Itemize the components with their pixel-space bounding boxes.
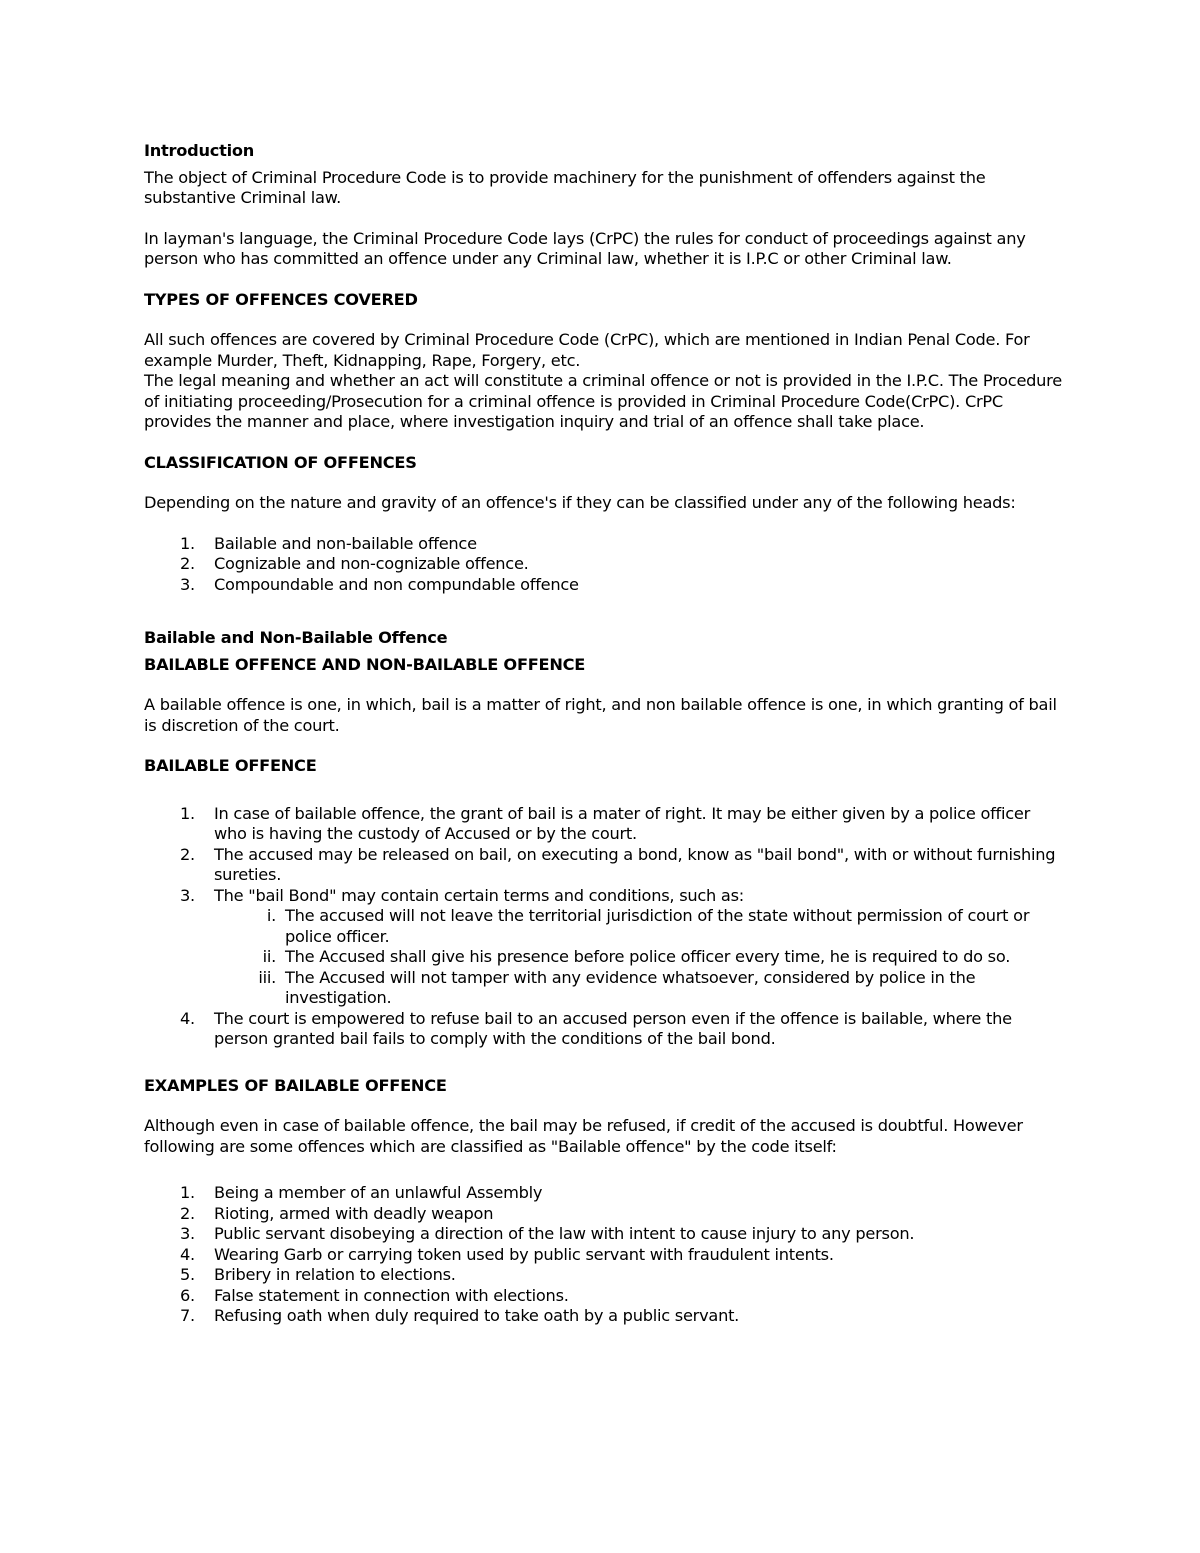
examples-heading: EXAMPLES OF BAILABLE OFFENCE bbox=[144, 1075, 447, 1095]
classification-list bbox=[144, 534, 1064, 596]
list-number: 3. bbox=[180, 574, 195, 594]
list-number: 4. bbox=[180, 1244, 195, 1264]
list-item-text: Public servant disobeying a direction of the law with intent to cause injury to any person. bbox=[214, 1224, 915, 1243]
list-item-text: The accused may be released on bail, on executing a bond, know as "bail bond", with or without furnishing sureties. bbox=[214, 844, 1056, 884]
list-number: 3. bbox=[180, 1224, 195, 1243]
list-item-text: Rioting, armed with deadly weapon bbox=[214, 1203, 494, 1223]
sub-list-item-text: The Accused will not tamper with any evidence whatsoever, considered by police in the investigation. bbox=[285, 967, 976, 1007]
list-item bbox=[144, 534, 1064, 555]
sub-list-item bbox=[214, 906, 1064, 947]
bail-bond-conditions-list bbox=[214, 906, 1064, 1009]
list-number: 3. bbox=[180, 885, 195, 905]
classification-paragraph: Depending on the nature and gravity of an offence's if they can be classified under any of the following heads: bbox=[144, 493, 1016, 512]
list-number: 1. bbox=[180, 1183, 195, 1202]
list-item bbox=[144, 1183, 1064, 1204]
bailable-definition-paragraph: A bailable offence is one, in which, bail is a matter of right, and non bailable offence is one, in which granting of bail is discretion of the court. bbox=[144, 695, 1057, 735]
list-item-text: The "bail Bond" may contain certain terms and conditions, such as: bbox=[214, 885, 744, 905]
sub-list-item bbox=[214, 947, 1064, 968]
list-item bbox=[144, 1009, 1064, 1050]
intro-heading: Introduction bbox=[144, 141, 255, 160]
list-number: 2. bbox=[180, 844, 195, 864]
list-item bbox=[144, 804, 1064, 845]
intro-paragraph-1: The object of Criminal Procedure Code is to provide machinery for the punishment of offenders against the substantive Criminal law. bbox=[144, 167, 986, 207]
sub-list-number: iii. bbox=[258, 967, 276, 987]
bailable-offence-heading: BAILABLE OFFENCE bbox=[144, 756, 317, 775]
list-item bbox=[144, 845, 1064, 886]
intro-paragraph-2: In layman's language, the Criminal Procedure Code lays (CrPC) the rules for conduct of proceedings against any person who has committed an offence under any Criminal law, whether it is I.P.C or other Criminal law. bbox=[144, 228, 1026, 268]
list-item bbox=[144, 886, 1064, 1009]
list-item bbox=[144, 575, 1064, 596]
sub-list-item-text: The accused will not leave the territorial jurisdiction of the state without permission of court or police officer. bbox=[285, 906, 1030, 946]
sub-list-number: ii. bbox=[262, 947, 276, 966]
list-number: 2. bbox=[180, 554, 195, 573]
list-item-text: In case of bailable offence, the grant of bail is a mater of right. It may be either given by a police officer who is having the custody of Accused or by the court. bbox=[214, 803, 1031, 843]
bailable-list bbox=[144, 804, 1064, 1050]
list-number: 6. bbox=[180, 1285, 195, 1305]
list-item bbox=[144, 1224, 1064, 1245]
list-item-text: The court is empowered to refuse bail to an accused person even if the offence is bailable, where the person granted bail fails to comply with the conditions of the bail bond. bbox=[214, 1008, 1012, 1048]
list-item bbox=[144, 1245, 1064, 1266]
document-page bbox=[144, 141, 1064, 1327]
list-item bbox=[144, 1265, 1064, 1286]
list-number: 7. bbox=[180, 1306, 195, 1325]
types-heading: TYPES OF OFFENCES COVERED bbox=[144, 289, 418, 309]
list-item-text: False statement in connection with elections. bbox=[214, 1285, 569, 1305]
list-item bbox=[144, 1286, 1064, 1307]
examples-paragraph: Although even in case of bailable offence, the bail may be refused, if credit of the accused is doubtful. However following are some offences which are classified as "Bailable offence" by the code itself: bbox=[144, 1116, 1023, 1156]
list-item-text: Cognizable and non-cognizable offence. bbox=[214, 554, 529, 573]
list-number: 5. bbox=[180, 1265, 195, 1284]
bailable-section-heading: Bailable and Non-Bailable Offence bbox=[144, 628, 448, 647]
list-item-text: Bailable and non-bailable offence bbox=[214, 533, 477, 553]
list-item bbox=[144, 554, 1064, 575]
classification-heading: CLASSIFICATION OF OFFENCES bbox=[144, 452, 417, 472]
list-item-text: Being a member of an unlawful Assembly bbox=[214, 1183, 543, 1202]
list-number: 1. bbox=[180, 803, 195, 823]
list-number: 1. bbox=[180, 533, 195, 553]
types-paragraph-1: All such offences are covered by Criminal Procedure Code (CrPC), which are mentioned in Indian Penal Code. For example Murder, Theft, Kidnapping, Rape, Forgery, etc. bbox=[144, 330, 1030, 370]
list-item-text: Compoundable and non compundable offence bbox=[214, 574, 579, 594]
examples-list bbox=[144, 1183, 1064, 1327]
bailable-nonbailable-heading: BAILABLE OFFENCE AND NON-BAILABLE OFFENCE bbox=[144, 654, 586, 674]
types-paragraph-2: The legal meaning and whether an act will constitute a criminal offence or not is provided in the I.P.C. The Procedure of initiating proceeding/Prosecution for a criminal offence is provided in Criminal Procedure Code(CrPC). CrPC provides the manner and place, where investigation inquiry and trial of an offence shall take place. bbox=[144, 371, 1062, 431]
sub-list-item bbox=[214, 968, 1064, 1009]
list-item-text: Bribery in relation to elections. bbox=[214, 1265, 456, 1284]
list-item bbox=[144, 1204, 1064, 1225]
list-number: 4. bbox=[180, 1008, 195, 1028]
list-item-text: Refusing oath when duly required to take oath by a public servant. bbox=[214, 1306, 740, 1325]
sub-list-item-text: The Accused shall give his presence before police officer every time, he is required to do so. bbox=[285, 947, 1011, 966]
list-item-text: Wearing Garb or carrying token used by public servant with fraudulent intents. bbox=[214, 1244, 834, 1264]
sub-list-number: i. bbox=[266, 906, 276, 925]
list-number: 2. bbox=[180, 1203, 195, 1223]
list-item bbox=[144, 1306, 1064, 1327]
